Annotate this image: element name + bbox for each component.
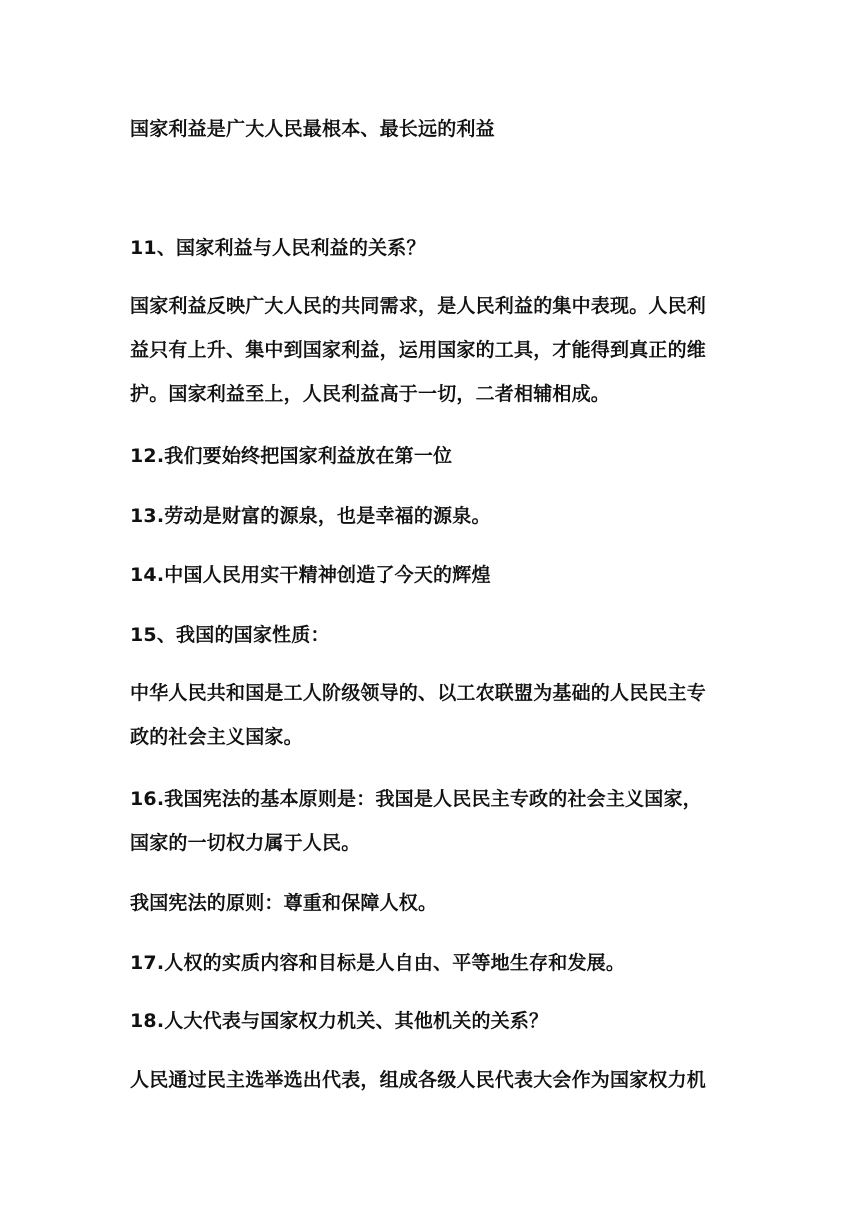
- text-line: 14.中国人民用实干精神创造了今天的辉煌: [130, 564, 491, 586]
- text-line: 国家的一切权力属于人民。: [130, 832, 361, 854]
- paragraph-national-interest: [130, 107, 740, 151]
- text-line: 人民通过民主选举选出代表，组成各级人民代表大会作为国家权力机: [130, 1069, 707, 1091]
- paragraph-item-16: [130, 777, 740, 865]
- text-line: 11、国家利益与人民利益的关系？: [130, 237, 426, 259]
- text-line: 16.我国宪法的基本原则是：我国是人民民主专政的社会主义国家，: [130, 788, 702, 810]
- heading-item-14: [130, 553, 740, 597]
- heading-item-15: [130, 613, 740, 657]
- heading-item-17: [130, 941, 740, 985]
- paragraph-item-18-answer: [130, 1058, 740, 1102]
- text-line: 15、我国的国家性质：: [130, 624, 330, 646]
- heading-item-13: [130, 494, 740, 538]
- heading-item-12: [130, 434, 740, 478]
- text-line: 17.人权的实质内容和目标是人自由、平等地生存和发展。: [130, 952, 626, 974]
- text-line: 护。国家利益至上，人民利益高于一切，二者相辅相成。: [130, 383, 611, 405]
- text-line: 我国宪法的原则：尊重和保障人权。: [130, 892, 438, 914]
- heading-item-11: [130, 226, 740, 270]
- text-line: 国家利益反映广大人民的共同需求，是人民利益的集中表现。人民利: [130, 295, 707, 317]
- text-line: 12.我们要始终把国家利益放在第一位: [130, 445, 453, 467]
- text-line: 18.人大代表与国家权力机关、其他机关的关系？: [130, 1010, 549, 1032]
- text-line: 政的社会主义国家。: [130, 726, 303, 748]
- heading-item-18: [130, 999, 740, 1043]
- paragraph-item-15-answer: [130, 671, 740, 759]
- paragraph-constitution-principle: [130, 881, 740, 925]
- text-line: 国家利益是广大人民最根本、最长远的利益: [130, 118, 495, 140]
- text-line: 中华人民共和国是工人阶级领导的、以工农联盟为基础的人民民主专: [130, 682, 707, 704]
- text-line: 13.劳动是财富的源泉，也是幸福的源泉。: [130, 505, 491, 527]
- paragraph-item-11-answer: [130, 284, 740, 416]
- text-line: 益只有上升、集中到国家利益，运用国家的工具，才能得到真正的维: [130, 339, 707, 361]
